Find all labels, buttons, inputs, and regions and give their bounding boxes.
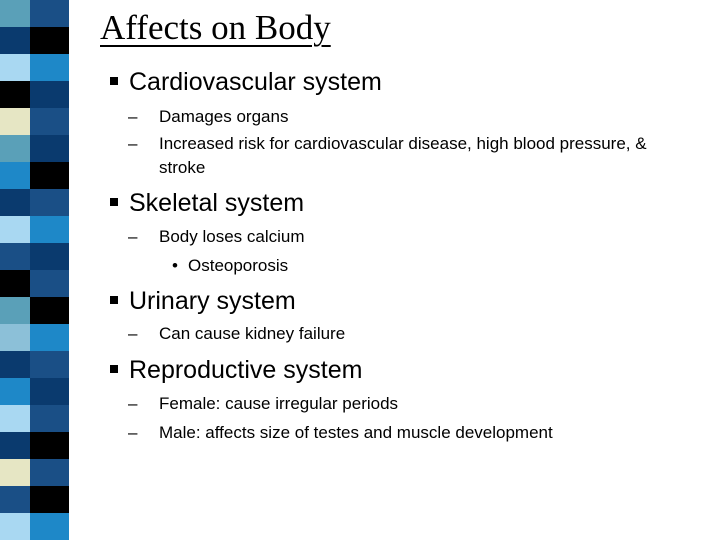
stripe-band — [0, 405, 30, 432]
sub-bullet-text: Female: cause irregular periods — [159, 394, 399, 413]
stripe-band — [0, 54, 30, 81]
stripe-band — [0, 216, 30, 243]
dash-bullet-icon: – — [128, 227, 138, 246]
stripe-band — [0, 432, 30, 459]
stripe-band — [30, 297, 69, 324]
stripe-band — [0, 189, 30, 216]
stripe-band — [0, 27, 30, 54]
slide-title: Affects on Body — [100, 8, 331, 47]
stripe-band — [30, 378, 69, 405]
stripe-band — [30, 108, 69, 135]
sub-bullet-text: Body loses calcium — [159, 227, 305, 246]
dash-bullet-icon: – — [128, 394, 138, 413]
stripe-band — [30, 486, 69, 513]
decorative-stripe — [0, 0, 69, 540]
stripe-band — [30, 162, 69, 189]
stripe-band — [0, 81, 30, 108]
sub-bullet-text: Male: affects size of testes and muscle development — [159, 423, 553, 442]
dash-bullet-icon: – — [128, 324, 138, 343]
stripe-band — [0, 378, 30, 405]
stripe-band — [0, 297, 30, 324]
stripe-band — [30, 351, 69, 378]
stripe-band — [30, 513, 69, 540]
sub-sub-bullet-text: Osteoporosis — [188, 256, 289, 275]
stripe-band — [30, 405, 69, 432]
stripe-band — [30, 432, 69, 459]
square-bullet-icon — [110, 365, 118, 373]
stripe-band — [0, 513, 30, 540]
stripe-band — [30, 27, 69, 54]
stripe-band — [30, 459, 69, 486]
stripe-band — [0, 270, 30, 297]
square-bullet-icon — [110, 77, 118, 85]
stripe-band — [30, 54, 69, 81]
stripe-band — [30, 243, 69, 270]
stripe-band — [0, 324, 30, 351]
stripe-band — [30, 270, 69, 297]
stripe-band — [0, 0, 30, 27]
stripe-band — [0, 135, 30, 162]
stripe-band — [0, 108, 30, 135]
stripe-band — [30, 216, 69, 243]
stripe-band — [30, 189, 69, 216]
stripe-band — [0, 459, 30, 486]
stripe-band — [0, 351, 30, 378]
square-bullet-icon — [110, 198, 118, 206]
square-bullet-icon — [110, 296, 118, 304]
bullet-heading: Urinary system — [129, 287, 296, 315]
sub-bullet-text: Increased risk for cardiovascular disease, high blood pressure, & stroke — [159, 134, 647, 177]
stripe-band — [30, 135, 69, 162]
dash-bullet-icon: – — [128, 423, 138, 442]
sub-bullet-text: Can cause kidney failure — [159, 324, 346, 343]
bullet-heading: Cardiovascular system — [129, 68, 382, 96]
stripe-band — [0, 243, 30, 270]
sub-bullet-text: Damages organs — [159, 107, 289, 126]
bullet-heading: Reproductive system — [129, 356, 363, 384]
dot-bullet-icon: • — [172, 256, 178, 275]
bullet-heading: Skeletal system — [129, 189, 305, 217]
stripe-band — [0, 162, 30, 189]
dash-bullet-icon: – — [128, 107, 138, 126]
stripe-band — [0, 486, 30, 513]
stripe-band — [30, 81, 69, 108]
stripe-band — [30, 0, 69, 27]
dash-bullet-icon: – — [128, 134, 138, 153]
stripe-band — [30, 324, 69, 351]
